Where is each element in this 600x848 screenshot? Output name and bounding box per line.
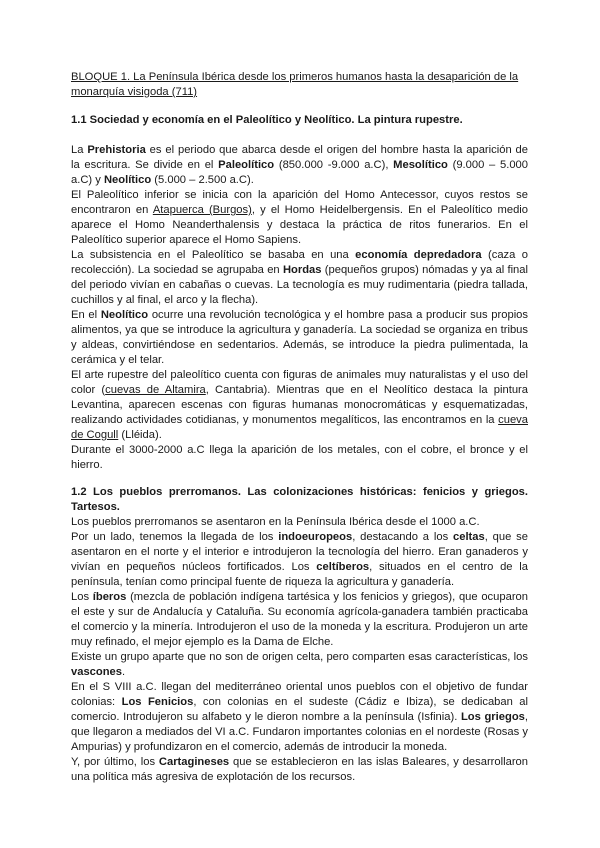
paragraph-prerromanos: Los pueblos prerromanos se asentaron en la Península Ibérica desde el 1000 a.C. bbox=[71, 516, 480, 528]
paragraph-paleolitico-inferior: El Paleolítico inferior se inicia con la aparición del Homo Antecessor, cuyos restos se encontraron en Atapuerca (Burgos), y el Homo Heidelbergensis. En el Paleolítico medio aparece el Homo Neanderthalensis y destaca la práctica de ritos funerarios. En el Paleolítico superior aparece el Homo Sapiens. bbox=[71, 189, 529, 246]
section-2-heading: 1.2 Los pueblos prerromanos. Las colonizaciones históricas: fenicios y griegos. Tartesos. bbox=[71, 486, 528, 513]
paragraph-arte-rupestre: El arte rupestre del paleolítico cuenta con figuras de animales muy naturalistas y el uso del color (cuevas de Altamira, Cantabria). Mientras que en el Neolítico destaca la pintura Levantina, aparecen escenas con figuras humanas monocromáticas y esquematizadas, realizando actividades cotidianas, y monumentos megalíticos, las encontramos en la cueva de Cogull (Lléida). bbox=[71, 369, 528, 441]
paragraph-indoeuropeos: Por un lado, tenemos la llegada de los indoeuropeos, destacando a los celtas, que se asentaron en el norte y el interior e introdujeron la tecnología del hierro. Eran ganaderos y vivían en pequeños núcleos fortificados. Los celtíberos, situados en el centro de la península, tenían como principal fuente de riqueza la agricultura y ganadería. bbox=[71, 531, 528, 588]
link-atapuerca: Atapuerca (Burgos) bbox=[152, 204, 252, 216]
document-page bbox=[71, 70, 528, 785]
block-title: BLOQUE 1. La Península Ibérica desde los primeros humanos hasta la desaparición de la monarquía visigoda (711) bbox=[71, 71, 519, 98]
paragraph-vascones: Existe un grupo aparte que no son de origen celta, pero comparten esas características, los vascones. bbox=[71, 651, 528, 678]
paragraph-cartagineses: Y, por último, los Cartagineses que se establecieron en las islas Baleares, y desarrollaron una política más agresiva de explotación de los recursos. bbox=[71, 756, 528, 783]
paragraph-colonizaciones: En el S VIII a.C. llegan del mediterráneo oriental unos pueblos con el objetivo de fundar colonias: Los Fenicios, con colonias en el sudeste (Cádiz e Ibiza), se dedicaban al comercio. Introdujeron su alfabeto y le dieron nombre a la península (Isfinia). Los griegos, que llegaron a mediados del VI a.C. Fundaron importantes colonias en el nordeste (Rosas y Ampurias) y profundizaron en el comercio, además de introducir la moneda. bbox=[71, 681, 529, 753]
paragraph-prehistoria: La Prehistoria es el periodo que abarca desde el origen del hombre hasta la aparición de la escritura. Se divide en el Paleolítico (850.000 -9.000 a.C), Mesolítico (9.000 – 5.000 a.C) y Neolítico (5.000 – 2.500 a.C). bbox=[71, 144, 528, 186]
paragraph-subsistencia: La subsistencia en el Paleolítico se basaba en una economía depredadora (caza o recolección). La sociedad se agrupaba en Hordas (pequeños grupos) nómadas y ya al final del periodo vivían en cabañas o cuevas. La tecnología es muy rudimentaria (piedra tallada, cuchillos y al final, el arco y la flecha). bbox=[71, 249, 528, 306]
paragraph-iberos: Los íberos (mezcla de población indígena tartésica y los fenicios y griegos), que ocuparon el este y sur de Andalucía y Cataluña. Su economía agrícola-ganadera también practicaba el comercio y la minería. Introdujeron el uso de la moneda y la escritura. Produjeron un arte muy refinado, el mejor ejemplo es la Dama de Elche. bbox=[71, 591, 528, 648]
paragraph-neolitico: En el Neolítico ocurre una revolución tecnológica y el hombre pasa a producir sus propios alimentos, ya que se introduce la agricultura y ganadería. La sociedad se organiza en tribus y aldeas, convirtiéndose en sedentarios. Además, se introduce la piedra pulimentada, la cerámica y el telar. bbox=[71, 309, 528, 366]
section-1-heading: 1.1 Sociedad y economía en el Paleolítico y Neolítico. La pintura rupestre. bbox=[71, 114, 463, 126]
paragraph-metales: Durante el 3000-2000 a.C llega la aparición de los metales, con el cobre, el bronce y el hierro. bbox=[71, 444, 528, 471]
link-altamira: cuevas de Altamira bbox=[105, 384, 206, 396]
link-cogull: cueva de Cogull bbox=[71, 414, 528, 441]
